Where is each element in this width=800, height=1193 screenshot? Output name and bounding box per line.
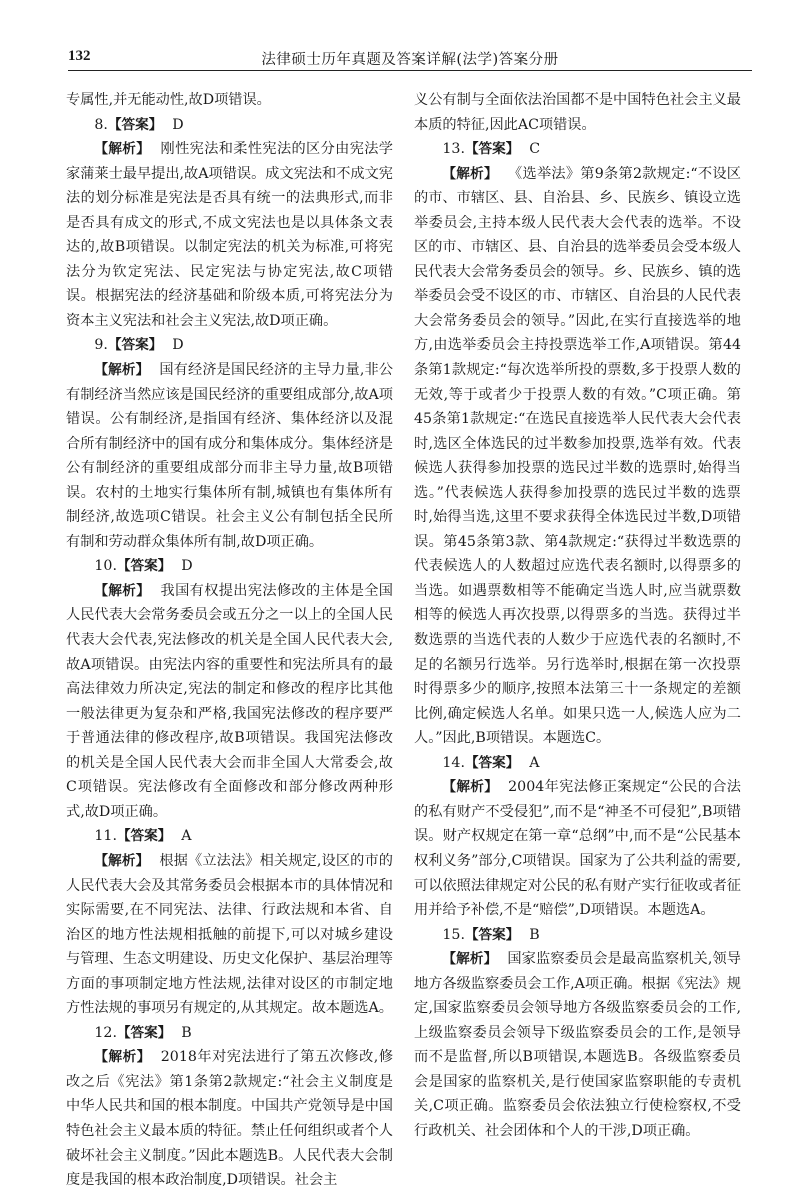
analysis-text: 我国有权提出宪法修改的主体是全国人民代表大会常务委员会或五分之一以上的全国人民代表大会代表,宪法修改的机关是全国人民代表大会,故A项错误。由宪法内容的重要性和宪法所具有的最高法律效力所决定,宪法的制定和修改的程序比其他一般法律更为复杂和严格,我国宪法修改的程序要严于普通法律的修改程序,故B项错误。我国宪法修改的机关是全国人民代表大会而非全国人大常委会,故C项错误。宪法修改有全面修改和部分修改两种形式,故D项正确。 xyxy=(66,582,393,820)
answer-tag: 【答案】 xyxy=(116,1024,172,1041)
answer-tag: 【答案】 xyxy=(464,141,520,158)
answer-letter: B xyxy=(529,926,540,943)
answer-13 xyxy=(414,137,741,162)
question-number: 15. xyxy=(442,926,465,943)
running-title: 法律硕士历年真题及答案详解(法学)答案分册 xyxy=(261,52,559,68)
analysis-tag: 【解析】 xyxy=(442,165,498,182)
question-number: 8. xyxy=(94,116,108,133)
continued-paragraph: 义公有制与全面依法治国都不是中国特色社会主义最本质的特征,因此AC项错误。 xyxy=(414,92,741,133)
question-number: 11. xyxy=(94,828,117,845)
analysis-tag: 【解析】 xyxy=(94,141,151,158)
analysis-15 xyxy=(414,947,741,1143)
answer-tag: 【答案】 xyxy=(107,116,163,133)
question-number: 13. xyxy=(442,141,465,158)
analysis-tag: 【解析】 xyxy=(94,362,150,379)
analysis-tag: 【解析】 xyxy=(442,951,498,968)
answer-tag: 【答案】 xyxy=(116,558,172,575)
question-number: 14. xyxy=(442,754,465,771)
analysis-text: 国有经济是国民经济的主导力量,非公有制经济当然应该是国民经济的重要组成部分,故A项错误。公有制经济,是指国有经济、集体经济以及混合所有制经济中的国有成分和集体成分。集体经济是公有制经济的重要组成部分而非主导力量,故B项错误。农村的土地实行集体所有制,城镇也有集体所有制经济,故选项C错误。社会主义公有制包括全民所有制和劳动群众集体所有制,故D项正确。 xyxy=(66,362,393,550)
analysis-8 xyxy=(66,137,393,333)
answer-tag: 【答案】 xyxy=(107,337,163,354)
analysis-tag: 【解析】 xyxy=(94,852,150,869)
answer-10 xyxy=(66,554,393,579)
question-number: 9. xyxy=(94,337,108,354)
continued-paragraph: 专属性,并无能动性,故D项错误。 xyxy=(66,92,271,108)
analysis-text: 刚性宪法和柔性宪法的区分由宪法学家蒲莱士最早提出,故A项错误。成文宪法和不成文宪法的划分标准是宪法是否具有统一的法典形式,而非是否具有成文的形式,不成文宪法也是以具体条文表达的,故B项错误。以制定宪法的机关为标准,可将宪法分为钦定宪法、民定宪法与协定宪法,故C项错误。根据宪法的经济基础和阶级本质,可将宪法分为资本主义宪法和社会主义宪法,故D项正确。 xyxy=(66,141,393,329)
analysis-tag: 【解析】 xyxy=(94,582,151,599)
analysis-tag: 【解析】 xyxy=(94,1049,151,1066)
right-column xyxy=(414,88,741,1144)
answer-8 xyxy=(66,113,393,138)
analysis-text: 2004年宪法修正案规定“公民的合法的私有财产不受侵犯”,而不是“神圣不可侵犯”,B项错误。财产权规定在第一章“总纲”中,而不是“公民基本权利义务”部分,C项错误。国家为了公共利益的需要,可以依照法律规定对公民的私有财产实行征收或者征用并给予补偿,不是“赔偿”,D项错误。本题选A。 xyxy=(414,779,741,919)
page-number: 132 xyxy=(68,48,91,64)
question-number: 10. xyxy=(94,558,117,575)
answer-letter: D xyxy=(172,337,184,354)
analysis-9 xyxy=(66,358,393,554)
analysis-text: 《选举法》第9条第2款规定:“不设区的市、市辖区、县、自治县、乡、民族乡、镇设立选举委员会,主持本级人民代表大会代表的选举。不设区的市、市辖区、县、自治县的选举委员会受本级人民代表大会常务委员会的领导。乡、民族乡、镇的选举委员会受不设区的市、市辖区、自治县的人民代表大会常务委员会的领导。”因此,在实行直接选举的地方,由选举委员会主持投票选举工作,A项错误。第44条第1款规定:“每次选举所投的票数,多于投票人数的无效,等于或者少于投票人数的有效。”C项正确。第45条第1款规定:“在选民直接选举人民代表大会代表时,选区全体选民的过半数参加投票,选举有效。代表候选人获得参加投票的选民过半数的选票时,始得当选。”代表候选人获得参加投票的选民过半数的选票时,始得当选,这里不要求获得全体选民过半数,D项错误。第45条第3款、第4款规定:“获得过半数选票的代表候选人的人数超过应选代表名额时,以得票多的当选。如遇票数相等不能确定当选人时,应当就票数相等的候选人再次投票,以得票多的当选。获得过半数选票的当选代表的人数少于应选代表的名额时,不足的名额另行选举。另行选举时,根据在第一次投票时得票多少的顺序,按照本法第三十一条规定的差额比例,确定候选人名单。如果只选一人,候选人应为二人。”因此,B项错误。本题选C。 xyxy=(414,165,741,747)
answer-9 xyxy=(66,333,393,358)
analysis-10 xyxy=(66,579,393,824)
analysis-text: 国家监察委员会是最高监察机关,领导地方各级监察委员会工作,A项正确。根据《宪法》规定,国家监察委员会领导地方各级监察委员会的工作,上级监察委员会领导下级监察委员会的工作,是领导而不是监督,所以B项错误,本题选B。各级监察委员会是国家的监察机关,是行使国家监察职能的专责机关,C项正确。监察委员会依法独立行使检察权,不受行政机关、社会团体和个人的干涉,D项正确。 xyxy=(414,951,741,1139)
answer-letter: D xyxy=(181,558,193,575)
answer-14 xyxy=(414,751,741,776)
analysis-11 xyxy=(66,849,393,1021)
analysis-12 xyxy=(66,1045,393,1192)
question-number: 12. xyxy=(94,1024,117,1041)
answer-tag: 【答案】 xyxy=(464,926,520,943)
page-header xyxy=(68,44,752,71)
answer-letter: C xyxy=(529,141,541,158)
answer-letter: D xyxy=(172,116,184,133)
answer-11 xyxy=(66,824,393,849)
analysis-14 xyxy=(414,775,741,922)
answer-letter: A xyxy=(529,754,540,771)
analysis-13 xyxy=(414,162,741,751)
left-column xyxy=(66,88,393,1193)
analysis-tag: 【解析】 xyxy=(442,779,499,796)
answer-12 xyxy=(66,1021,393,1046)
analysis-text: 2018年对宪法进行了第五次修改,修改之后《宪法》第1条第2款规定:“社会主义制度是中华人民共和国的根本制度。中国共产党领导是中国特色社会主义最本质的特征。禁止任何组织或者个人破坏社会主义制度。”因此本题选B。人民代表大会制度是我国的根本政治制度,D项错误。社会主 xyxy=(66,1049,394,1189)
answer-letter: A xyxy=(181,828,192,845)
answer-tag: 【答案】 xyxy=(464,754,520,771)
analysis-text: 根据《立法法》相关规定,设区的市的人民代表大会及其常务委员会根据本市的具体情况和实际需要,在不同宪法、法律、行政法规和本省、自治区的地方性法规相抵触的前提下,可以对城乡建设与管理、生态文明建设、历史文化保护、基层治理等方面的事项制定地方性法规,法律对设区的市制定地方性法规的事项另有规定的,从其规定。故本题选A。 xyxy=(66,852,393,1017)
answer-letter: B xyxy=(181,1024,192,1041)
answer-tag: 【答案】 xyxy=(116,828,172,845)
answer-15 xyxy=(414,923,741,948)
